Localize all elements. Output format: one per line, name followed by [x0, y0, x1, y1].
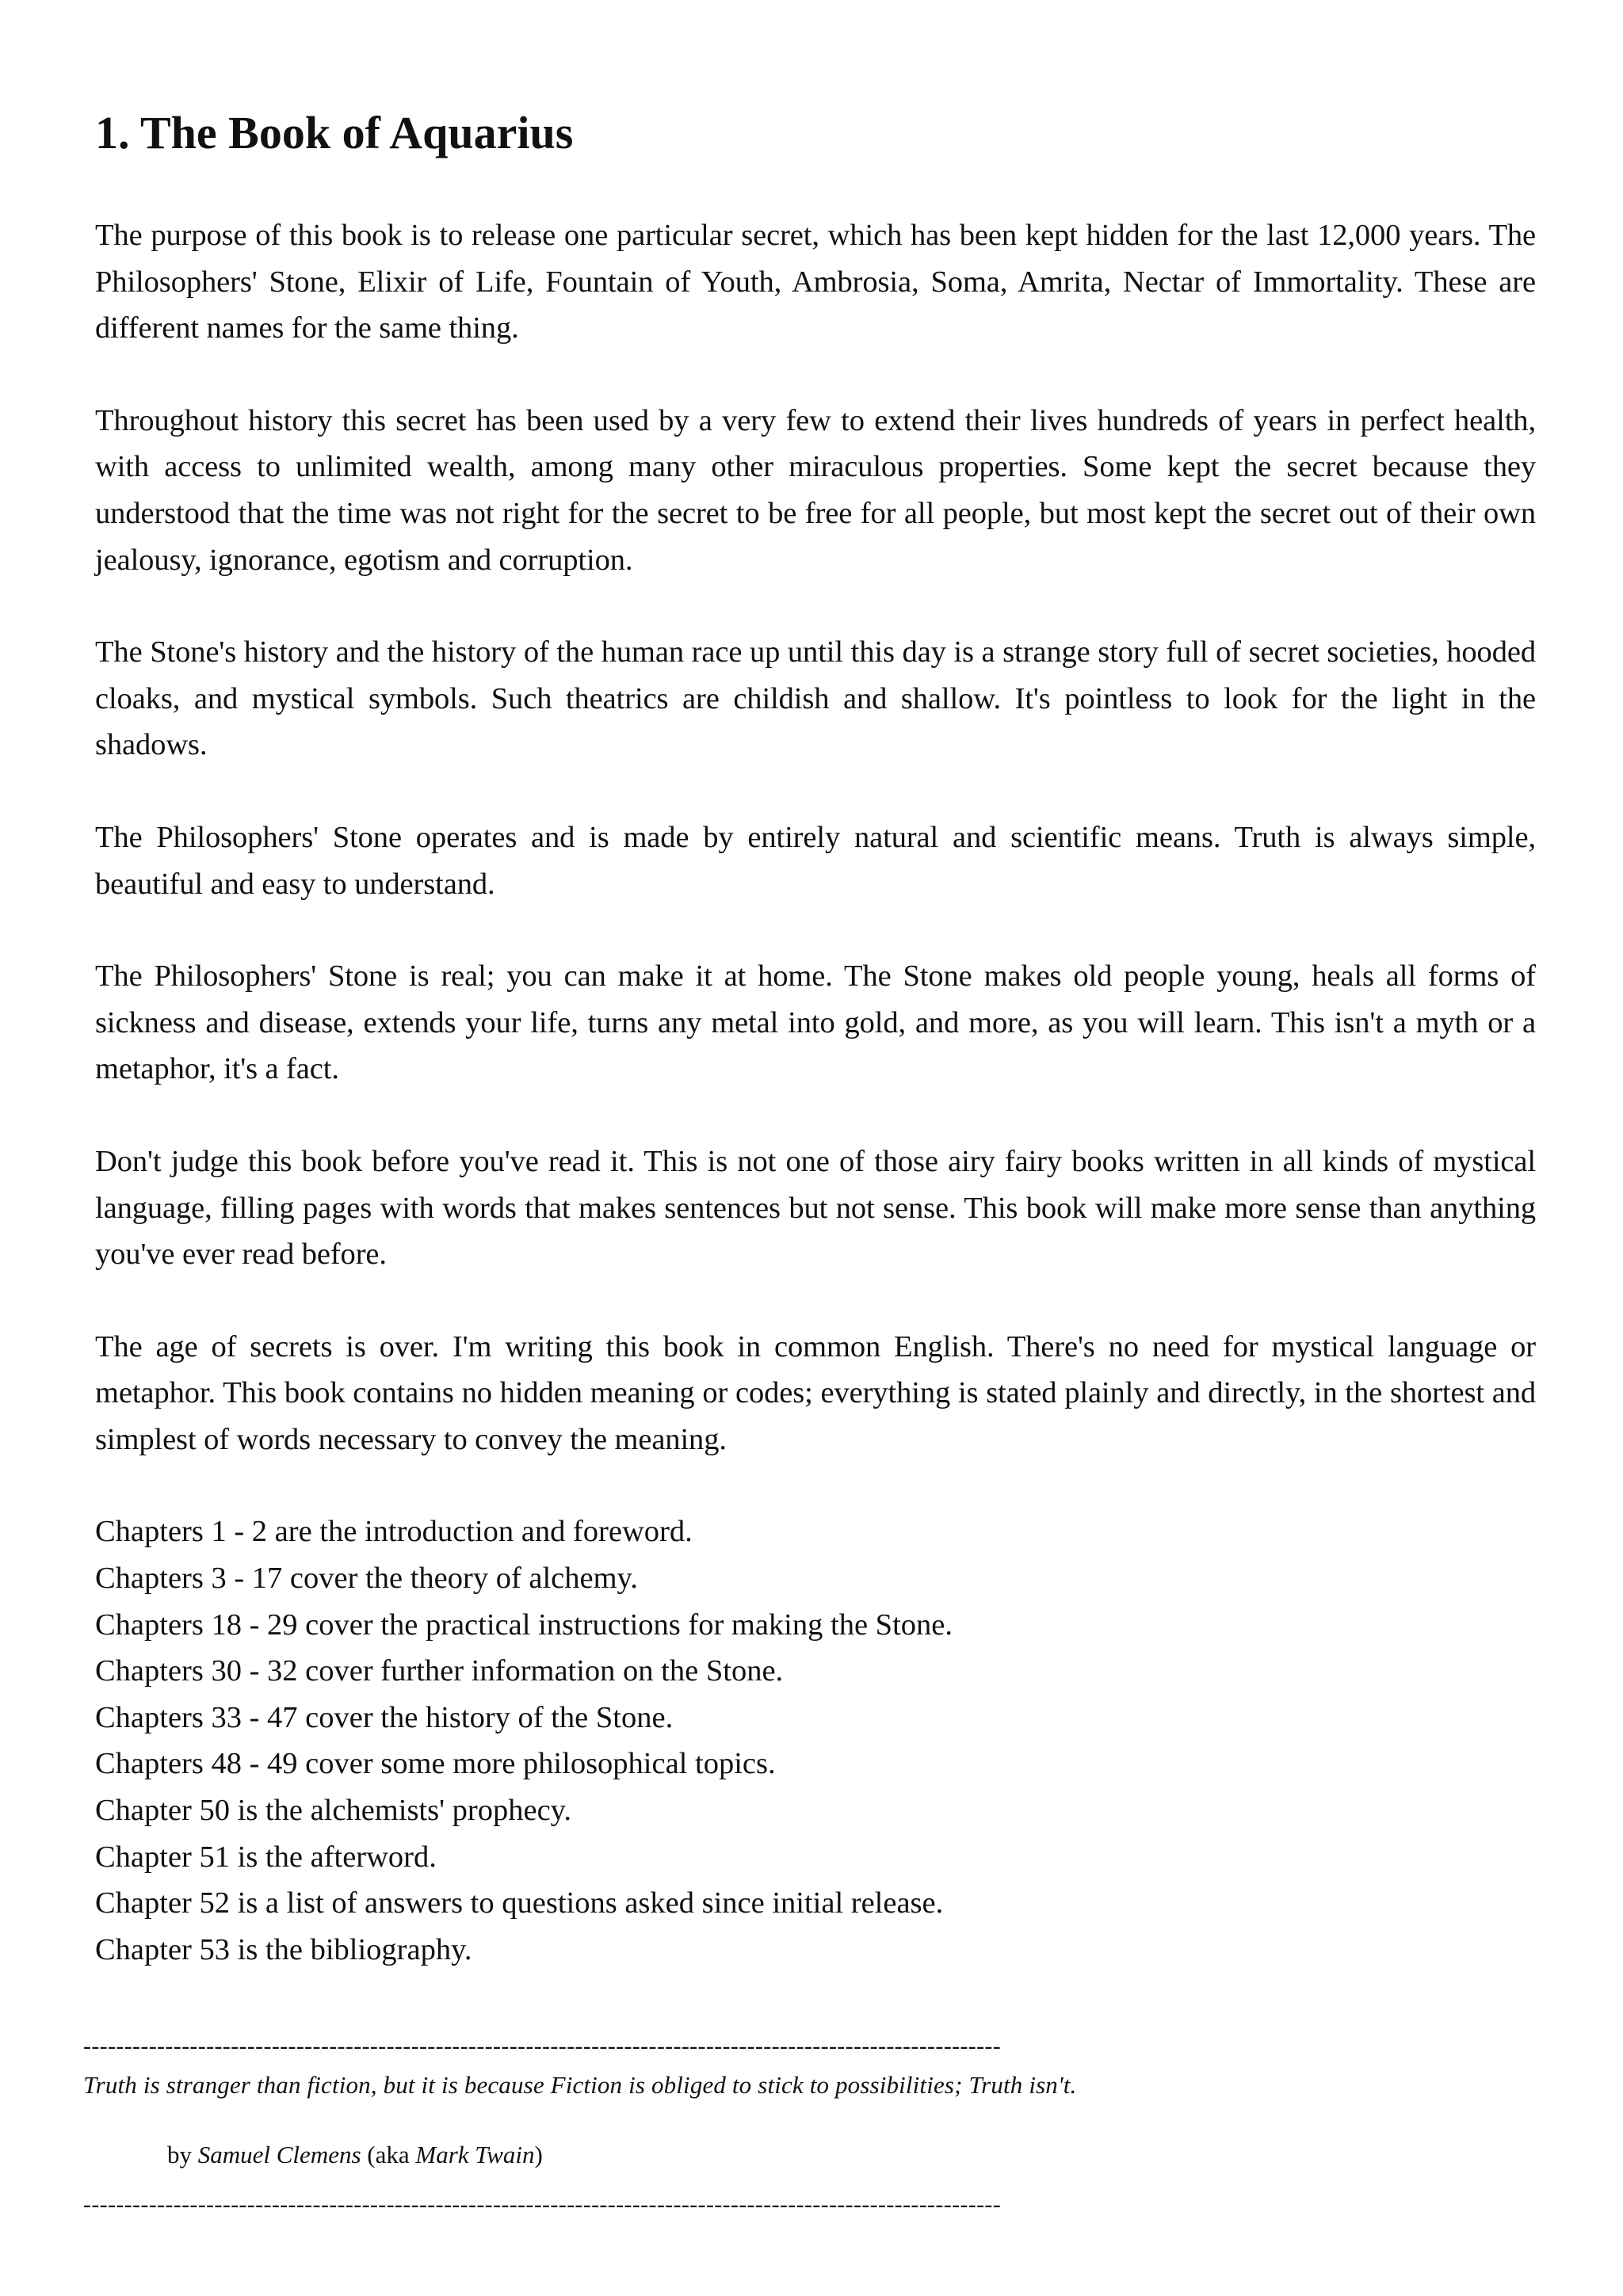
chapter-title: 1. The Book of Aquarius [95, 107, 574, 158]
chapter-overview-item: Chapter 52 is a list of answers to questions asked since initial release. [95, 1886, 944, 1920]
chapter-overview-item: Chapters 18 - 29 cover the practical instructions for making the Stone. [95, 1608, 953, 1642]
quote-divider-bottom: ---------------------------------------------------------------------------------------------------------------- [83, 2191, 1002, 2218]
quote-attribution [167, 2137, 1319, 2173]
epigraph-quote [83, 2031, 1319, 2221]
paragraph: Don't judge this book before you've read it. This is not one of those airy fairy books written in all kinds of mystical language, filling pages with words that makes sentences but not sense. This book will make more sense than anything you've ever read before. [95, 1144, 1536, 1272]
paragraph: The Philosophers' Stone operates and is made by entirely natural and scientific means. Truth is always simple, beautiful and easy to understand. [95, 820, 1536, 901]
chapter-overview-item: Chapter 50 is the alchemists' prophecy. [95, 1794, 572, 1828]
quote-text: Truth is stranger than fiction, but it is because Fiction is obliged to stick to possibilities; Truth isn't. [83, 2071, 1077, 2099]
paragraph: The Philosophers' Stone is real; you can make it at home. The Stone makes old people young, heals all forms of sickness and disease, extends your life, turns any metal into gold, and more, as you will learn. This isn't a myth or a metaphor, it's a fact. [95, 959, 1536, 1086]
document-body [95, 212, 1536, 1973]
paragraph: Throughout history this secret has been used by a very few to extend their lives hundreds of years in perfect health, with access to unlimited wealth, among many other miraculous properties. Some kept the secret because they understood that the time was not right for the secret to be free for all people, but most kept the secret out of their own jealousy, ignorance, egotism and corruption. [95, 403, 1536, 577]
paragraph: The Stone's history and the history of the human race up until this day is a strange story full of secret societies, hooded cloaks, and mystical symbols. Such theatrics are childish and shallow. It's pointless to look for the light in the shadows. [95, 635, 1536, 762]
attribution-close: ) [534, 2141, 543, 2168]
chapter-overview-item: Chapters 1 - 2 are the introduction and foreword. [95, 1515, 693, 1549]
chapter-overview-item: Chapters 48 - 49 cover some more philosophical topics. [95, 1747, 776, 1781]
chapter-overview-item: Chapter 51 is the afterword. [95, 1840, 437, 1874]
chapter-overview-item: Chapters 3 - 17 cover the theory of alchemy. [95, 1562, 638, 1596]
attribution-author: Samuel Clemens [197, 2141, 361, 2168]
paragraph: The age of secrets is over. I'm writing this book in common English. There's no need for mystical language or metaphor. This book contains no hidden meaning or codes; everything is stated plainly and directly, in the shortest and simplest of words necessary to convey the meaning. [95, 1329, 1536, 1456]
chapter-overview-item: Chapters 30 - 32 cover further information on the Stone. [95, 1654, 784, 1688]
chapter-overview-item: Chapter 53 is the bibliography. [95, 1932, 472, 1966]
chapter-overview-list [95, 1508, 1536, 1973]
paragraph: The purpose of this book is to release one particular secret, which has been kept hidden for the last 12,000 years. The Philosophers' Stone, Elixir of Life, Fountain of Youth, Ambrosia, Soma, Amrita, Nectar of Immortality. These are different names for the same thing. [95, 219, 1536, 345]
attribution-aka: (aka [367, 2141, 410, 2168]
attribution-by: by [167, 2141, 192, 2168]
chapter-overview-item: Chapters 33 - 47 cover the history of the Stone. [95, 1700, 674, 1734]
attribution-alias: Mark Twain [415, 2141, 535, 2168]
quote-divider-top: ---------------------------------------------------------------------------------------------------------------- [83, 2033, 1002, 2059]
